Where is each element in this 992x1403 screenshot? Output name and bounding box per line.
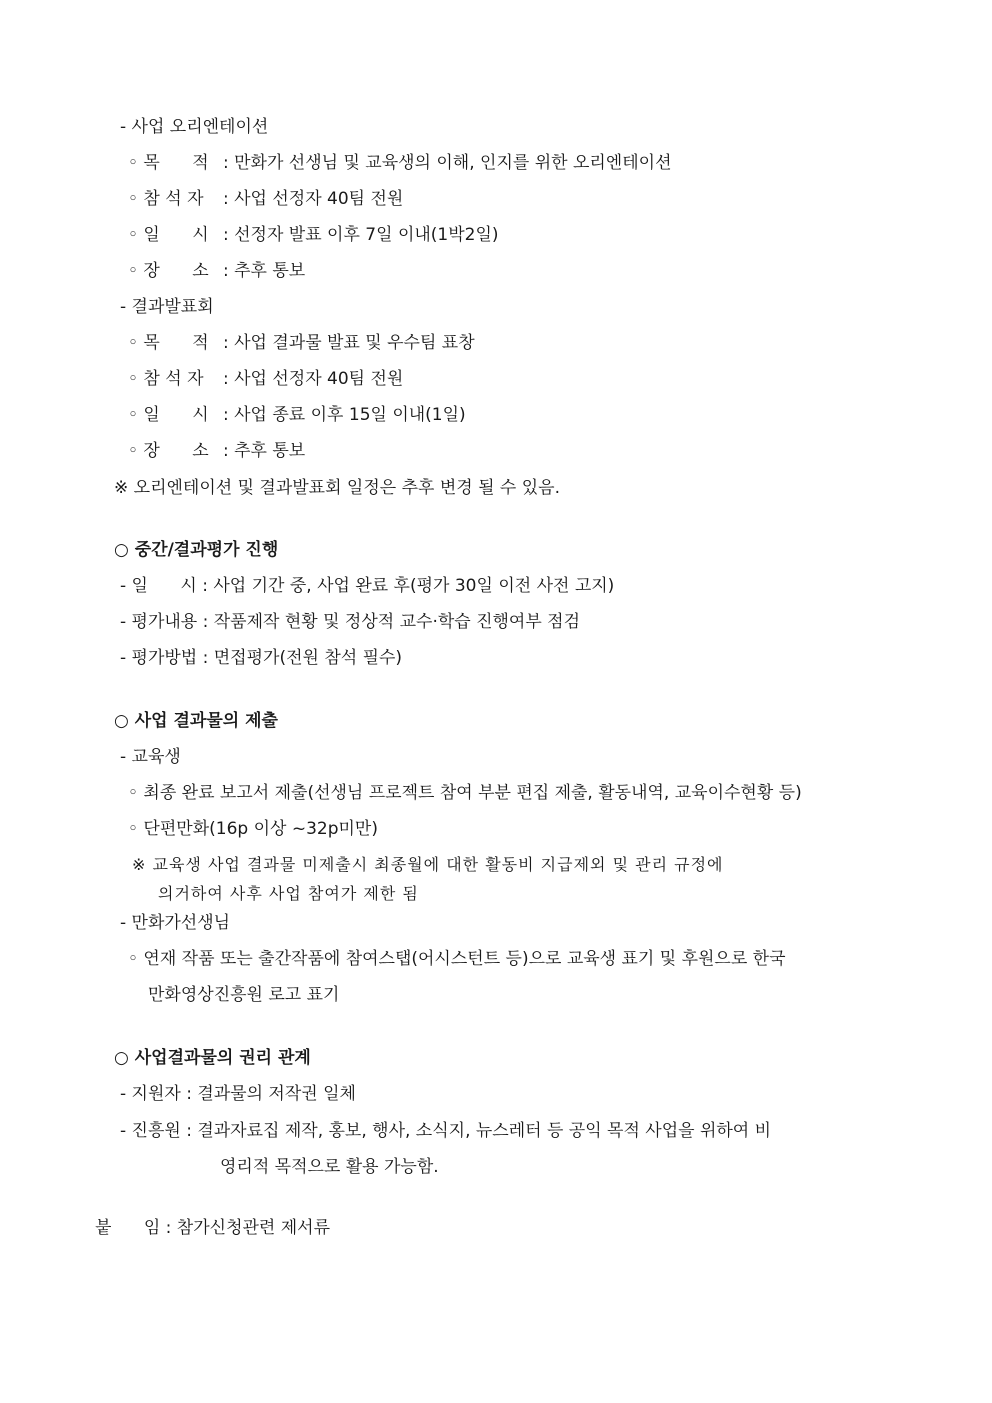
rights-agency-line2: 영리적 목적으로 활용 가능함. xyxy=(220,1157,439,1177)
presentation-attendee xyxy=(128,368,403,390)
orientation-attendee xyxy=(128,188,403,210)
presentation-date xyxy=(128,404,466,426)
teacher-title: - 만화가선생님 xyxy=(120,913,231,933)
evaluation-method: - 평가방법 : 면접평가(전원 참석 필수) xyxy=(120,648,403,668)
submission-note-line1: ※ 교육생 사업 결과물 미제출시 최종월에 대한 활동비 지급제외 및 관리 규정에 xyxy=(132,855,724,874)
orientation-place xyxy=(128,260,305,282)
presentation-purpose-value: : 사업 결과물 발표 및 우수팀 표창 xyxy=(223,333,475,353)
rights-supporter: - 지원자 : 결과물의 저작권 일체 xyxy=(120,1084,356,1104)
evaluation-date: - 일 시 : 사업 기간 중, 사업 완료 후(평가 30일 이전 사전 고지) xyxy=(120,576,615,596)
orientation-purpose-label: ◦ 목 적 xyxy=(128,153,209,173)
attachment: 붙 임 : 참가신청관련 제서류 xyxy=(95,1218,331,1238)
evaluation-content: - 평가내용 : 작품제작 현황 및 정상적 교수·학습 진행여부 점검 xyxy=(120,612,581,632)
orientation-date-label: ◦ 일 시 xyxy=(128,225,209,245)
rights-agency-line1: - 진흥원 : 결과자료집 제작, 홍보, 행사, 소식지, 뉴스레터 등 공익 목적 사업을 위하여 비 xyxy=(120,1121,772,1141)
presentation-date-label: ◦ 일 시 xyxy=(128,405,209,425)
schedule-note: ※ 오리엔테이션 및 결과발표회 일정은 추후 변경 될 수 있음. xyxy=(114,478,560,498)
submission-note-line2: 의거하여 사후 사업 참여가 제한 됨 xyxy=(158,884,419,903)
presentation-attendee-value: : 사업 선정자 40팀 전원 xyxy=(223,369,404,389)
students-title: - 교육생 xyxy=(120,747,181,767)
presentation-place-value: : 추후 통보 xyxy=(223,441,306,461)
orientation-date xyxy=(128,224,499,246)
presentation-place xyxy=(128,440,305,462)
orientation-attendee-label: ◦ 참 석 자 xyxy=(128,189,204,209)
teacher-line2: 만화영상진흥원 로고 표기 xyxy=(148,985,340,1005)
submission-heading: ○ 사업 결과물의 제출 xyxy=(114,711,278,731)
orientation-attendee-value: : 사업 선정자 40팀 전원 xyxy=(223,189,404,209)
presentation-purpose xyxy=(128,332,475,354)
orientation-place-value: : 추후 통보 xyxy=(223,261,306,281)
orientation-purpose-value: : 만화가 선생님 및 교육생의 이해, 인지를 위한 오리엔테이션 xyxy=(223,153,672,173)
orientation-place-label: ◦ 장 소 xyxy=(128,261,209,281)
orientation-title: - 사업 오리엔테이션 xyxy=(120,117,269,137)
orientation-date-value: : 선정자 발표 이후 7일 이내(1박2일) xyxy=(223,225,499,245)
presentation-place-label: ◦ 장 소 xyxy=(128,441,209,461)
presentation-title: - 결과발표회 xyxy=(120,297,214,317)
evaluation-heading: ○ 중간/결과평가 진행 xyxy=(114,540,279,560)
students-comic: ◦ 단편만화(16p 이상 ~32p미만) xyxy=(128,819,378,839)
teacher-line1: ◦ 연재 작품 또는 출간작품에 참여스탭(어시스턴트 등)으로 교육생 표기 및 후원으로 한국 xyxy=(128,949,786,969)
presentation-attendee-label: ◦ 참 석 자 xyxy=(128,369,204,389)
presentation-purpose-label: ◦ 목 적 xyxy=(128,333,209,353)
rights-heading: ○ 사업결과물의 권리 관계 xyxy=(114,1048,311,1068)
orientation-purpose xyxy=(128,152,672,174)
students-report: ◦ 최종 완료 보고서 제출(선생님 프로젝트 참여 부분 편집 제출, 활동내역, 교육이수현황 등) xyxy=(128,783,802,803)
presentation-date-value: : 사업 종료 이후 15일 이내(1일) xyxy=(223,405,466,425)
